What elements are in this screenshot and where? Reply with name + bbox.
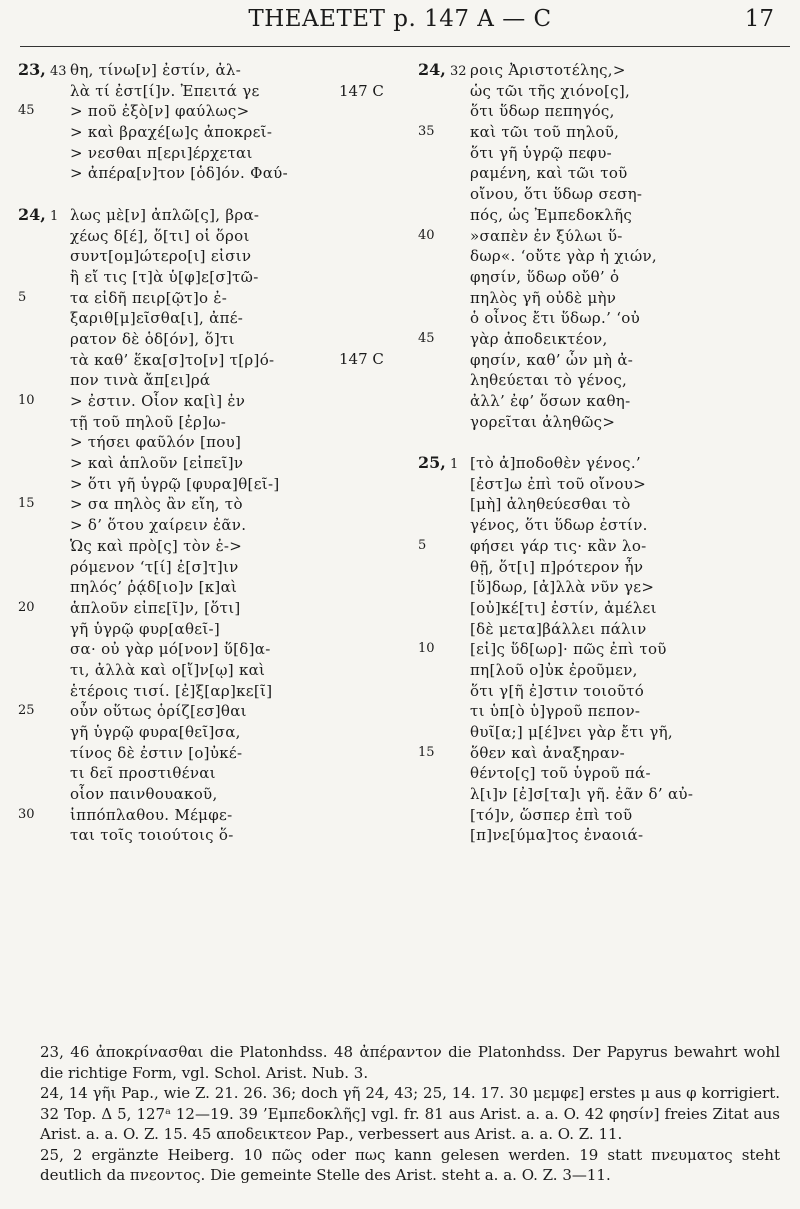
text-line xyxy=(18,722,363,743)
line-text: συντ[ομ]ώτερο[ι] εἰσιν xyxy=(70,247,252,266)
line-number-value: 1 xyxy=(449,457,459,473)
line-number-value: 20 xyxy=(18,599,35,615)
text-line xyxy=(418,246,763,267)
line-text: οἴνου, ὅτι ὕδωρ σεση- xyxy=(470,185,643,204)
line-text: > δ’ ὅτου χαίρειν ἐᾶν. xyxy=(70,516,247,535)
line-text: Ὡς καὶ πρὸ[ς] τὸν ἐ-> xyxy=(70,536,243,555)
text-line xyxy=(18,536,363,557)
left-column xyxy=(18,60,363,846)
line-text: γορεῖται ἀληθῶς> xyxy=(470,412,616,431)
text-line xyxy=(18,329,363,350)
line-text: ρόμενον ‘τ[ί] ἐ[σ]τ]ιν xyxy=(70,557,239,576)
line-number xyxy=(18,391,64,412)
line-text: ὁ οἶνος ἔτι ὕδωρ.’ ‘οὐ xyxy=(470,309,641,328)
text-line xyxy=(418,205,763,226)
line-number-value: 35 xyxy=(418,124,435,140)
text-line xyxy=(18,805,363,826)
line-number-value: 5 xyxy=(418,537,427,553)
line-text: πηλὸς γῆ οὐδὲ μὴν xyxy=(470,288,617,307)
text-line xyxy=(418,743,763,764)
line-number-value: 25 xyxy=(18,703,35,719)
line-text: ξαριθ[μ]εῖσθα[ι], ἀπέ- xyxy=(70,309,244,328)
text-line xyxy=(418,226,763,247)
line-text: [ὕ]δωρ, [ἀ]λλὰ νῦν γε> xyxy=(470,578,655,597)
line-text: ρατον δὲ ὁδ[όν], ὅ]τι xyxy=(70,329,235,348)
line-number xyxy=(418,743,464,764)
line-number-value: 10 xyxy=(418,641,435,657)
text-line xyxy=(418,184,763,205)
text-line xyxy=(418,81,763,102)
text-line xyxy=(418,660,763,681)
line-text: > καὶ βραχέ[ω]ς ἀποκρεῖ- xyxy=(70,123,273,142)
block-gap xyxy=(18,184,363,205)
text-line xyxy=(418,598,763,619)
footnote: 23, 46 ἀποκρίνασθαι die Platonhdss. 48 ἀπέραντον die Platonhdss. Der Papyrus bewahrt wohl die richtige Form, vgl. Schol. Arist. Nub. 3. xyxy=(40,1043,780,1082)
text-line xyxy=(418,701,763,722)
margin-ref-147c-a: 147 C xyxy=(339,82,384,100)
text-line xyxy=(18,619,363,640)
line-text: ροις Ἀριστοτέλης,> xyxy=(470,61,626,79)
text-line xyxy=(418,681,763,702)
line-text: [τὸ ἀ]ποδοθὲν γένος.’ xyxy=(470,454,641,473)
text-line xyxy=(18,577,363,598)
text-line xyxy=(418,639,763,660)
text-line xyxy=(418,536,763,557)
line-text: γῆ ὑγρῷ φυρ[αθεῖ-] xyxy=(70,619,221,638)
line-text: [δὲ μετα]βάλλει πάλιν xyxy=(470,619,647,638)
line-number xyxy=(18,701,64,722)
line-text: > ποῦ ἐξὸ[ν] φαύλως> xyxy=(70,102,250,121)
line-text: ἁπλοῦν εἰπε[ῖ]ν, [ὅτι] xyxy=(70,598,241,617)
line-number xyxy=(418,329,464,350)
text-line xyxy=(18,350,363,371)
text-line xyxy=(18,143,363,164)
line-text: τι, ἀλλὰ καὶ ο[ἴ]ν[ῳ] καὶ xyxy=(70,660,266,679)
text-line xyxy=(18,101,363,122)
line-number xyxy=(18,60,67,83)
line-text: ἢ εἴ τις [τ]ὰ ὑ[φ]ε[σ]τῶ- xyxy=(70,267,259,286)
text-line xyxy=(18,432,363,453)
line-number xyxy=(418,536,464,557)
text-line xyxy=(18,308,363,329)
line-text: θη, τίνω[ν] ἐστίν, ἀλ- xyxy=(70,61,242,79)
line-text: ληθεύεται τὸ γένος, xyxy=(470,371,628,390)
header-rule xyxy=(20,46,790,47)
line-number xyxy=(18,598,64,619)
text-line xyxy=(418,267,763,288)
text-line xyxy=(18,81,363,102)
line-text: οὖν οὕτως ὁρίζ[εσ]θαι xyxy=(70,702,247,721)
text-line xyxy=(418,805,763,826)
text-line xyxy=(418,494,763,515)
text-line xyxy=(18,639,363,660)
line-number xyxy=(418,453,464,476)
line-text: φησίν, καθ’ ὧν μὴ ἀ- xyxy=(470,350,634,369)
text-line xyxy=(18,784,363,805)
line-number-value: 40 xyxy=(418,227,435,243)
text-line xyxy=(18,122,363,143)
line-text: ἑτέροις τισί. [ἐ]ξ[αρ]κε[ῖ] xyxy=(70,681,273,700)
line-text: πός, ὡς Ἐμπεδοκλῆς xyxy=(470,205,633,224)
line-text: χέως δ[έ], ὅ[τι] οἱ ὅροι xyxy=(70,226,250,245)
text-line xyxy=(418,308,763,329)
text-line xyxy=(18,205,363,226)
section-label: 23, xyxy=(18,60,46,79)
line-text: λως μὲ[ν] ἀπλῶ[ς], βρα- xyxy=(70,205,260,224)
text-line xyxy=(418,474,763,495)
line-text: θυῖ[α;] μ[έ]νει γὰρ ἔτι γῆ, xyxy=(470,723,673,741)
line-number-value: 1 xyxy=(49,208,59,224)
text-line xyxy=(418,577,763,598)
text-line xyxy=(18,557,363,578)
line-text: τι δεῖ προστιθέναι xyxy=(70,764,216,783)
line-text: πη[λοῦ ο]ὐκ ἐροῦμεν, xyxy=(470,660,638,679)
line-number xyxy=(18,288,64,309)
text-line xyxy=(18,474,363,495)
section-label: 24, xyxy=(418,60,446,79)
text-line xyxy=(18,412,363,433)
line-text: γὰρ ἀποδεικτέον, xyxy=(470,329,608,348)
line-text: ὅτι ὕδωρ πεπηγός, xyxy=(470,102,615,121)
text-line xyxy=(18,391,363,412)
line-text: ται τοῖς τοιούτοις ὅ- xyxy=(70,826,234,845)
line-number-value: 32 xyxy=(449,64,467,79)
line-text: > καὶ ἁπλοῦν [εἰπεῖ]ν xyxy=(70,454,244,473)
line-text: καὶ τῶι τοῦ πηλοῦ, xyxy=(470,123,620,142)
line-text: θῇ, ὅτ[ι] π]ρότερον ἦν xyxy=(470,557,644,576)
line-number-value: 15 xyxy=(418,744,435,760)
footnotes xyxy=(40,1042,780,1186)
line-text: τὰ καθ’ ἕκα[σ]το[ν] τ[ρ]ό- xyxy=(70,350,275,369)
text-line xyxy=(18,681,363,702)
text-line xyxy=(418,370,763,391)
section-label: 25, xyxy=(418,453,446,473)
text-line xyxy=(418,557,763,578)
line-text: τίνος δὲ ἐστιν [ο]ὐκέ- xyxy=(70,743,243,762)
text-line xyxy=(418,515,763,536)
line-text: [ἐστ]ω ἐπὶ τοῦ οἴνου> xyxy=(470,474,647,493)
line-text: τα εἰδῆ πειρ[ῷτ]ο ἐ- xyxy=(70,288,228,307)
line-text: > τήσει φαῦλόν [που] xyxy=(70,433,242,452)
text-line xyxy=(18,370,363,391)
line-text: λ[ι]ν [ἐ]σ[τα]ι γῆ. ἐᾶν δ’ αὐ- xyxy=(470,785,694,804)
line-number xyxy=(418,122,464,143)
block-gap xyxy=(418,432,763,453)
running-head-title: THEAETET p. 147 A — C xyxy=(248,6,552,32)
footnote: 25, 2 ergänzte Heiberg. 10 πῶς oder πως kann gelesen werden. 19 statt πνευματος steht deutlich da πνεοντος. Die gemeinte Stelle des Arist. steht a. a. O. Z. 3—11. xyxy=(40,1145,780,1184)
line-number-value: 43 xyxy=(49,64,67,79)
line-text: »σαπὲν ἐν ξύλωι ὕ- xyxy=(470,226,623,245)
line-text: > νεσθαι π[ερι]έρχεται xyxy=(70,143,253,162)
line-text: ὅτι γῆ ὑγρῷ πεφυ- xyxy=(470,143,613,162)
line-text: γῆ ὑγρῷ φυρα[θεῖ]σα, xyxy=(70,723,241,741)
line-text: > σα πηλὸς ἂν εἴη, τὸ xyxy=(70,495,243,514)
line-text: φήσει γάρ τις· κἂν λο- xyxy=(470,536,647,555)
line-text: γένος, ὅτι ὕδωρ ἐστίν. xyxy=(470,516,648,535)
line-text: [οὐ]κέ[τι] ἐστίν, ἀμέλει xyxy=(470,598,657,617)
line-number xyxy=(418,226,464,247)
text-line xyxy=(418,453,763,474)
line-text: φησίν, ὕδωρ οὔθ’ ὁ xyxy=(470,267,620,286)
text-line xyxy=(18,701,363,722)
line-text: πηλός’ ῥᾴδ[ιο]ν [κ]αὶ xyxy=(70,578,238,597)
text-line xyxy=(18,163,363,184)
line-text: [π]νε[ύμα]τος ἐναοιά- xyxy=(470,826,644,845)
right-column xyxy=(418,60,763,846)
line-number xyxy=(18,494,64,515)
line-text: > ἀπέρα[ν]τον [ὁδ]όν. Φαύ- xyxy=(70,164,288,183)
text-line xyxy=(418,101,763,122)
text-line xyxy=(418,329,763,350)
text-line xyxy=(18,60,363,81)
line-text: ἱππόπλαθου. Μέμφε- xyxy=(70,805,233,824)
text-line xyxy=(418,722,763,743)
line-number-value: 10 xyxy=(18,393,35,408)
text-line xyxy=(18,288,363,309)
line-number xyxy=(18,101,64,122)
line-text: ἀλλ’ ἐφ’ ὅσων καθη- xyxy=(470,392,631,410)
text-line xyxy=(18,515,363,536)
text-line xyxy=(418,350,763,371)
text-line xyxy=(18,660,363,681)
line-number-value: 15 xyxy=(18,496,35,512)
line-number-value: 45 xyxy=(18,103,35,119)
line-text: σα· οὐ γὰρ μό[νον] ὕ[δ]α- xyxy=(70,640,271,659)
line-text: ὡς τῶι τῆς χιόνο[ς], xyxy=(470,81,631,100)
text-line xyxy=(18,226,363,247)
text-line xyxy=(418,784,763,805)
line-text: τῇ τοῦ πηλοῦ [ἐρ]ω- xyxy=(70,412,227,431)
text-line xyxy=(418,60,763,81)
line-text: ὅτι γ[ῆ ἐ]στιν τοιοῦτό xyxy=(470,681,645,700)
text-line xyxy=(418,288,763,309)
text-line xyxy=(18,598,363,619)
text-line xyxy=(418,391,763,412)
line-number xyxy=(418,639,464,660)
text-line xyxy=(18,763,363,784)
text-line xyxy=(418,412,763,433)
section-label: 24, xyxy=(18,204,46,224)
line-text: πον τινὰ ἄπ[ει]ρά xyxy=(70,371,211,390)
text-line xyxy=(18,825,363,846)
line-text: > ὅτι γῆ ὑγρῷ [φυρα]θ[εῖ-] xyxy=(70,474,280,493)
text-line xyxy=(18,494,363,515)
text-line xyxy=(418,143,763,164)
line-text: ὅθεν καὶ ἀναξηραν- xyxy=(470,743,626,762)
line-text: [εἰ]ς ὕδ[ωρ]· πῶς ἐπὶ τοῦ xyxy=(470,640,667,659)
line-text: [τό]ν, ὥσπερ ἐπὶ τοῦ xyxy=(470,805,633,824)
line-number-value: 5 xyxy=(18,289,27,305)
text-line xyxy=(418,825,763,846)
line-number-value: 45 xyxy=(418,330,435,346)
line-text: ραμένη, καὶ τῶι τοῦ xyxy=(470,164,628,183)
line-text: θέντο[ς] τοῦ ὑγροῦ πά- xyxy=(470,764,651,783)
line-text: τι ὑπ[ὸ ὑ]γροῦ πεπον- xyxy=(470,702,641,721)
text-line xyxy=(418,619,763,640)
line-number xyxy=(18,205,64,228)
margin-ref-147c-b: 147 C xyxy=(339,350,384,368)
footnote: 24, 14 γῆι Pap., wie Z. 21. 26. 36; doch γῆ 24, 43; 25, 14. 17. 30 μεμφε] erstes μ aus φ korrigiert. 32 Top. Δ 5, 127ᵃ 12—19. 39 ’Εμπεδοκλῆς] vgl. fr. 81 aus Arist. a. a. O. 42 φησίν] freies Zitat aus Arist. a. a. O. Z. 15. 45 αποδεικτεον Pap., verbessert aus Arist. a. a. O. Z. 11. xyxy=(40,1084,780,1143)
text-line xyxy=(418,163,763,184)
text-line xyxy=(418,763,763,784)
line-text: [μὴ] ἀληθεύεσθαι τὸ xyxy=(470,495,631,514)
line-text: > ἐστιν. Οἷον κα[ὶ] ἐν xyxy=(70,392,246,410)
text-line xyxy=(18,453,363,474)
text-line xyxy=(418,122,763,143)
line-text: δωρ«. ‘οὔτε γὰρ ἡ χιών, xyxy=(470,247,657,266)
text-line xyxy=(18,743,363,764)
line-number xyxy=(18,805,64,826)
text-line xyxy=(18,267,363,288)
line-number-value: 30 xyxy=(18,806,35,822)
text-line xyxy=(18,246,363,267)
page-number: 17 xyxy=(744,6,774,32)
line-text: λὰ τί ἐστ[ί]ν. Ἐπειτά γε xyxy=(70,81,260,100)
line-text: οἷον παινθουακοῦ, xyxy=(70,785,218,804)
line-number xyxy=(418,60,467,83)
